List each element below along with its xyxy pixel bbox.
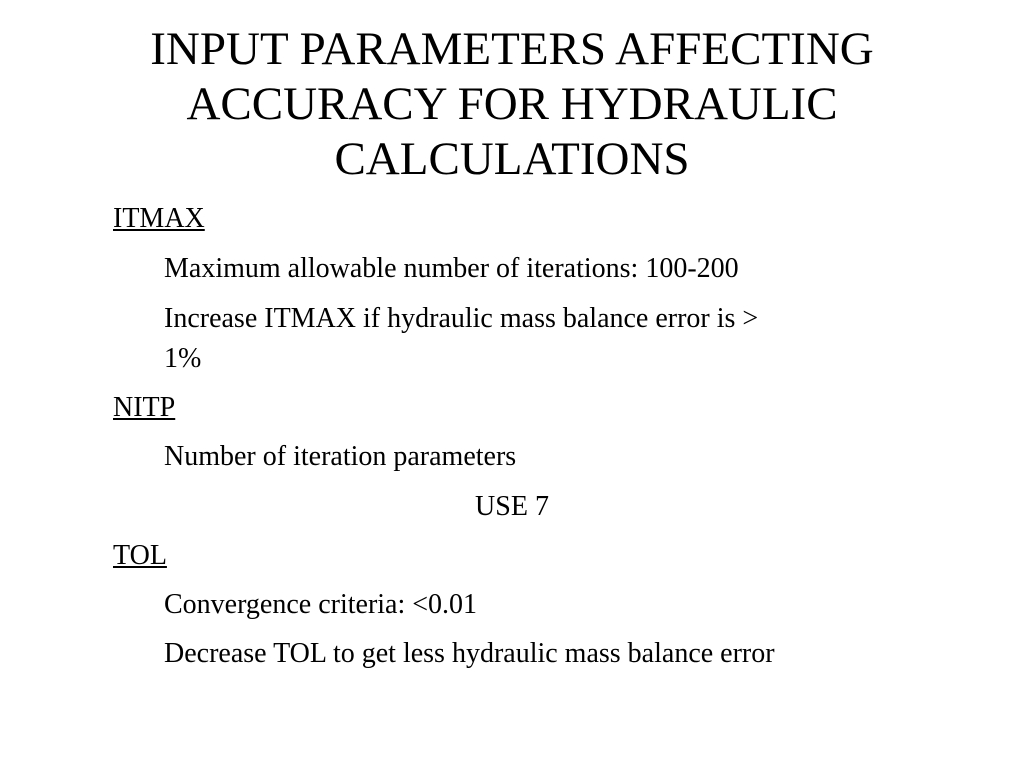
itmax-guidance-continued: 1% [164,343,202,374]
itmax-guidance: Increase ITMAX if hydraulic mass balance error is > [164,303,759,334]
title-line: ACCURACY FOR HYDRAULIC [186,78,838,130]
title-line: INPUT PARAMETERS AFFECTING [150,23,874,75]
tol-guidance: Decrease TOL to get less hydraulic mass balance error [164,638,775,669]
slide-title [60,22,964,187]
section-heading-tol: TOL [113,540,167,571]
tol-description: Convergence criteria: <0.01 [164,589,478,620]
section-heading-nitp: NITP [113,392,176,423]
nitp-recommendation: USE 7 [475,491,549,522]
title-line: CALCULATIONS [334,133,690,185]
nitp-description: Number of iteration parameters [164,441,517,472]
section-heading-itmax: ITMAX [113,203,205,234]
itmax-description: Maximum allowable number of iterations: 100-200 [164,253,739,284]
